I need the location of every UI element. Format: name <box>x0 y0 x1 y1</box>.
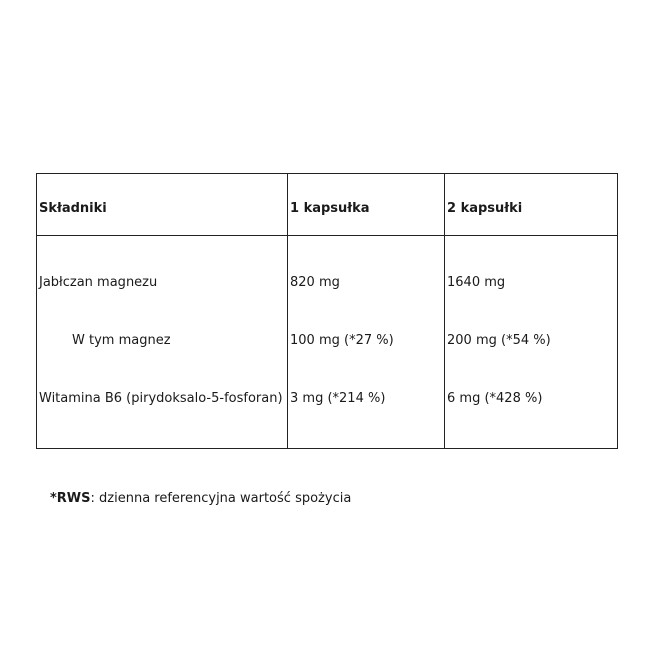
ingredients-column <box>37 236 288 449</box>
header-label: Składniki <box>39 201 107 216</box>
footnote-separator: : <box>90 491 95 506</box>
header-label: 2 kapsułki <box>447 201 523 216</box>
table-header-row <box>37 174 618 236</box>
table-body-row <box>37 236 618 449</box>
two-capsules-column <box>445 236 618 449</box>
header-cell-one-capsule <box>288 174 445 236</box>
header-cell-two-capsules <box>445 174 618 236</box>
ingredient-name: Jabłczan magnezu <box>39 275 158 290</box>
amount-value: 820 mg <box>290 275 340 290</box>
footnote <box>50 491 351 507</box>
amount-value: 100 mg (*27 %) <box>290 333 394 348</box>
header-cell-ingredients <box>37 174 288 236</box>
header-label: 1 kapsułka <box>290 201 370 216</box>
amount-value: 6 mg (*428 %) <box>447 391 543 406</box>
ingredient-name: W tym magnez <box>72 333 171 348</box>
ingredient-name: Witamina B6 (pirydoksalo-5-fosforan) <box>39 391 283 406</box>
one-capsule-column <box>288 236 445 449</box>
nutrition-table <box>36 173 618 449</box>
amount-value: 1640 mg <box>447 275 506 290</box>
amount-value: 200 mg (*54 %) <box>447 333 551 348</box>
footnote-text: dzienna referencyjna wartość spożycia <box>94 491 352 506</box>
amount-value: 3 mg (*214 %) <box>290 391 386 406</box>
footnote-label: *RWS <box>50 491 91 506</box>
